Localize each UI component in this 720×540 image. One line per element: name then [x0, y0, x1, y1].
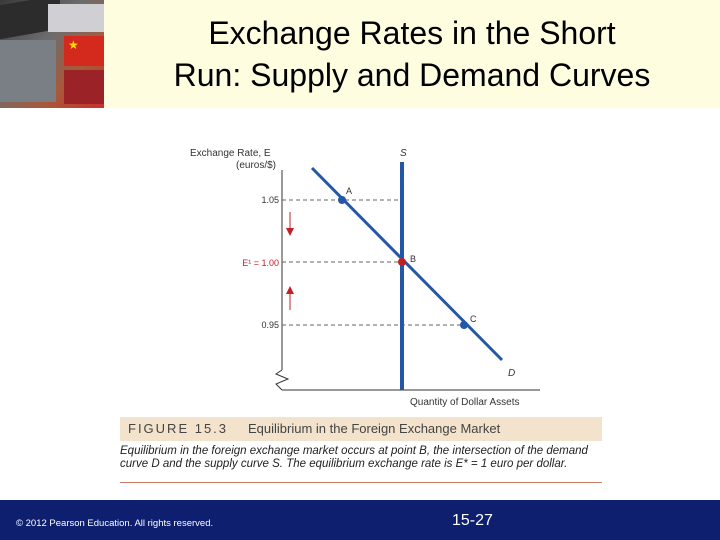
copyright-notice: © 2012 Pearson Education. All rights reserved.	[16, 518, 214, 529]
title-line-2: Run: Supply and Demand Curves	[173, 57, 651, 93]
supply-label: S	[400, 148, 407, 159]
down-arrow	[286, 212, 294, 236]
title-line-1: Exchange Rates in the Short	[208, 15, 616, 51]
point-c-label: C	[470, 314, 477, 324]
demand-label: D	[508, 368, 516, 379]
currency-photo	[0, 0, 104, 108]
y-axis-units: (euros/$)	[236, 160, 277, 171]
point-b	[398, 258, 406, 266]
x-axis-label: Quantity of Dollar Assets	[410, 397, 520, 408]
axis-break	[276, 370, 288, 390]
slide-number: 15-27	[452, 512, 493, 529]
figure-title: Equilibrium in the Foreign Exchange Market	[248, 421, 501, 436]
title-band	[0, 0, 720, 108]
y-axis-label: Exchange Rate, E	[190, 148, 271, 159]
point-a	[338, 196, 346, 204]
up-arrow	[286, 286, 294, 310]
point-c	[460, 321, 468, 329]
supply-demand-diagram	[120, 138, 600, 410]
slide-title	[104, 12, 720, 96]
figure-number: FIGURE 15.3	[128, 421, 229, 436]
tick-105: 1.05	[261, 195, 279, 205]
supply-demand-figure	[120, 138, 600, 410]
point-a-label: A	[346, 186, 353, 196]
slide-footer	[0, 500, 720, 540]
caption-divider	[120, 482, 602, 483]
tick-095: 0.95	[261, 320, 279, 330]
figure-caption-bar	[120, 417, 602, 441]
figure-caption-text: Equilibrium in the foreign exchange market occurs at point B, the intersection of the demand curve D and the supply curve S. The equilibrium exchange rate is E* = 1 euro per dollar.	[120, 445, 588, 470]
point-b-label: B	[410, 254, 417, 264]
tick-100: E¹ = 1.00	[242, 258, 279, 268]
